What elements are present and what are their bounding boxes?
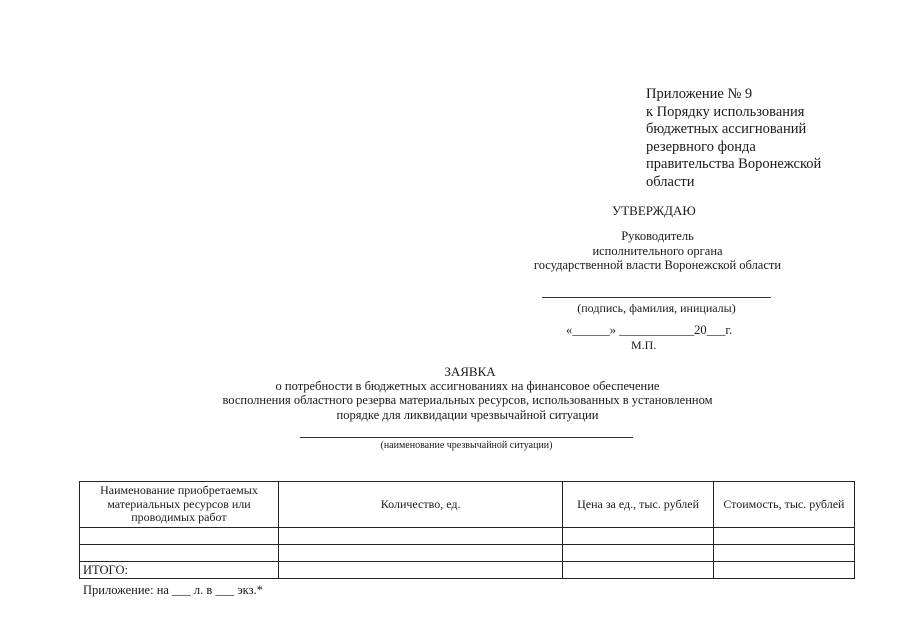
total-label: ИТОГО: bbox=[80, 562, 279, 579]
appendix-line: Приложение № 9 bbox=[646, 86, 753, 102]
document-title: ЗАЯВКА bbox=[444, 364, 496, 379]
table-cell[interactable] bbox=[563, 562, 713, 579]
appendix-line: правительства Воронежской bbox=[646, 156, 822, 173]
table-cell[interactable] bbox=[278, 528, 562, 545]
stamp-place: М.П. bbox=[631, 338, 657, 352]
approver-position-line: Руководитель bbox=[621, 229, 694, 243]
table-cell[interactable] bbox=[80, 545, 279, 562]
table-cell[interactable] bbox=[563, 545, 713, 562]
table-header-row bbox=[80, 482, 855, 528]
appendix-line: к Порядку использования bbox=[646, 103, 805, 120]
table-cell[interactable] bbox=[278, 562, 562, 579]
header-resource-name: Наименование приобретаемых материальных ресурсов или проводимых работ bbox=[80, 482, 279, 528]
table-cell[interactable] bbox=[713, 562, 854, 579]
document-subtitle-line: восполнения областного резерва материальных ресурсов, использованных в установленном bbox=[222, 393, 713, 408]
table-cell[interactable] bbox=[713, 545, 854, 562]
table-cell[interactable] bbox=[278, 545, 562, 562]
appendix-line: резервного фонда bbox=[646, 138, 756, 155]
document-subtitle-line: о потребности в бюджетных ассигнованиях на финансовое обеспечение bbox=[275, 379, 660, 393]
header-quantity: Количество, ед. bbox=[278, 482, 562, 528]
document-subtitle bbox=[195, 379, 740, 422]
approval-title: УТВЕРЖДАЮ bbox=[612, 203, 696, 218]
table-cell[interactable] bbox=[80, 528, 279, 545]
table-total-row bbox=[80, 562, 855, 579]
document-subtitle-line: порядке для ликвидации чрезвычайной ситуации bbox=[336, 407, 599, 422]
signature-line[interactable] bbox=[542, 297, 771, 298]
appendix-line: бюджетных ассигнований bbox=[646, 121, 807, 138]
approver-position-line: исполнительного органа bbox=[592, 243, 723, 258]
situation-caption: (наименование чрезвычайной ситуации) bbox=[380, 440, 553, 451]
appendix-block bbox=[646, 86, 821, 192]
appendix-line: области bbox=[646, 173, 695, 190]
attachment-note: Приложение: на ___ л. в ___ экз.* bbox=[83, 583, 263, 597]
table-row bbox=[80, 528, 855, 545]
situation-name-field[interactable] bbox=[300, 437, 633, 438]
approver-position bbox=[510, 229, 805, 273]
approver-position-line: государственной власти Воронежской области bbox=[533, 258, 782, 272]
request-table bbox=[79, 481, 855, 579]
header-cost: Стоимость, тыс. рублей bbox=[713, 482, 854, 528]
approval-date-field[interactable]: «______» ____________20___г. bbox=[566, 323, 733, 337]
table-cell[interactable] bbox=[713, 528, 854, 545]
table-row bbox=[80, 545, 855, 562]
signature-caption: (подпись, фамилия, инициалы) bbox=[577, 301, 736, 315]
header-unit-price: Цена за ед., тыс. рублей bbox=[563, 482, 713, 528]
table-cell[interactable] bbox=[563, 528, 713, 545]
